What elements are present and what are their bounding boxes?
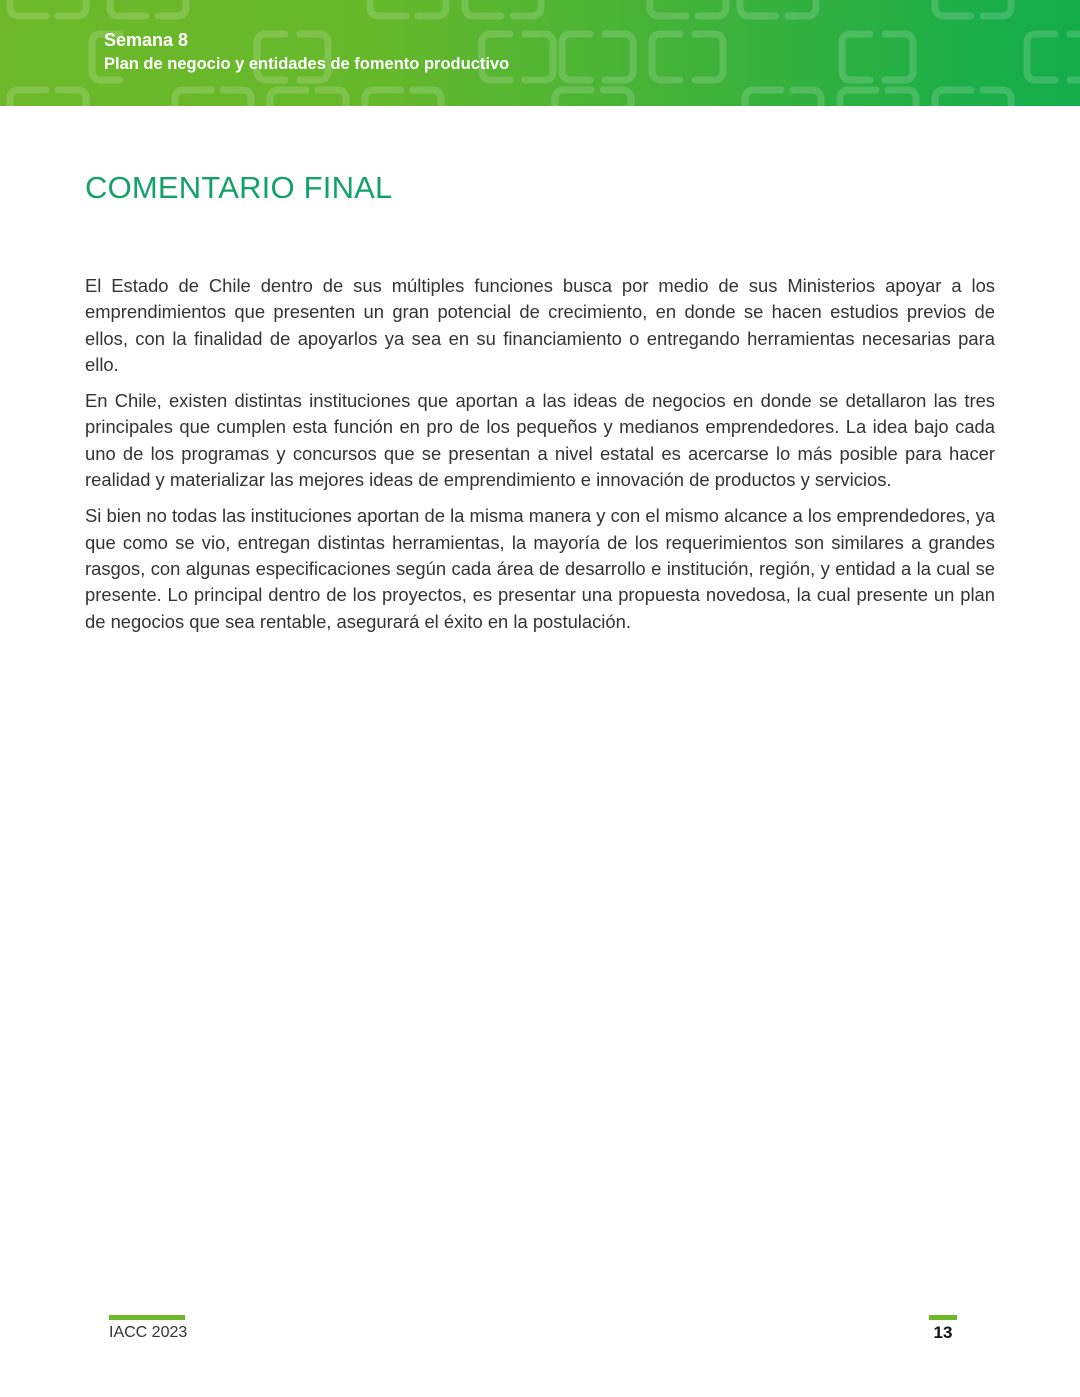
paragraph: El Estado de Chile dentro de sus múltiples funciones busca por medio de sus Ministerios apoyar a los emprendimientos que presenten un gran potencial de crecimiento, en donde se hacen estudios previos de ellos, con la finalidad de apoyarlos ya sea en su financiamiento o entregando herramientas necesarias para ello. (85, 275, 995, 375)
footer-label: IACC 2023 (109, 1324, 188, 1341)
page-number: 13 (933, 1323, 953, 1342)
paragraph: Si bien no todas las instituciones aportan de la misma manera y con el mismo alcance a los emprendedores, ya que como se vio, entregan distintas herramientas, la mayoría de los requerimientos son similares a grandes rasgos, con algunas especificaciones según cada área de desarrollo e institución, región, y entidad a la cual se presente. Lo principal dentro de los proyectos, es presentar una propuesta novedosa, la cual presente un plan de negocios que sea rentable, asegurará el éxito en la postulación. (85, 505, 995, 632)
paragraph: En Chile, existen distintas instituciones que aportan a las ideas de negocios en donde se detallaron las tres principales que cumplen esta función en pro de los pequeños y medianos emprendedores. La idea bajo cada uno de los programas y concursos que se presentan a nivel estatal es acercarse lo más posible para hacer realidad y materializar las mejores ideas de emprendimiento e innovación de productos y servicios. (85, 390, 995, 491)
header-text (104, 28, 509, 76)
page-header (0, 0, 1080, 106)
footer-left (109, 1315, 187, 1343)
section-body (85, 273, 995, 645)
week-label: Semana 8 (104, 30, 189, 50)
footer-right (929, 1315, 959, 1343)
footer-accent-bar (109, 1315, 185, 1320)
page-number-accent-bar (929, 1315, 957, 1320)
section-title: COMENTARIO FINAL (85, 170, 393, 205)
course-subtitle: Plan de negocio y entidades de fomento productivo (104, 55, 510, 73)
